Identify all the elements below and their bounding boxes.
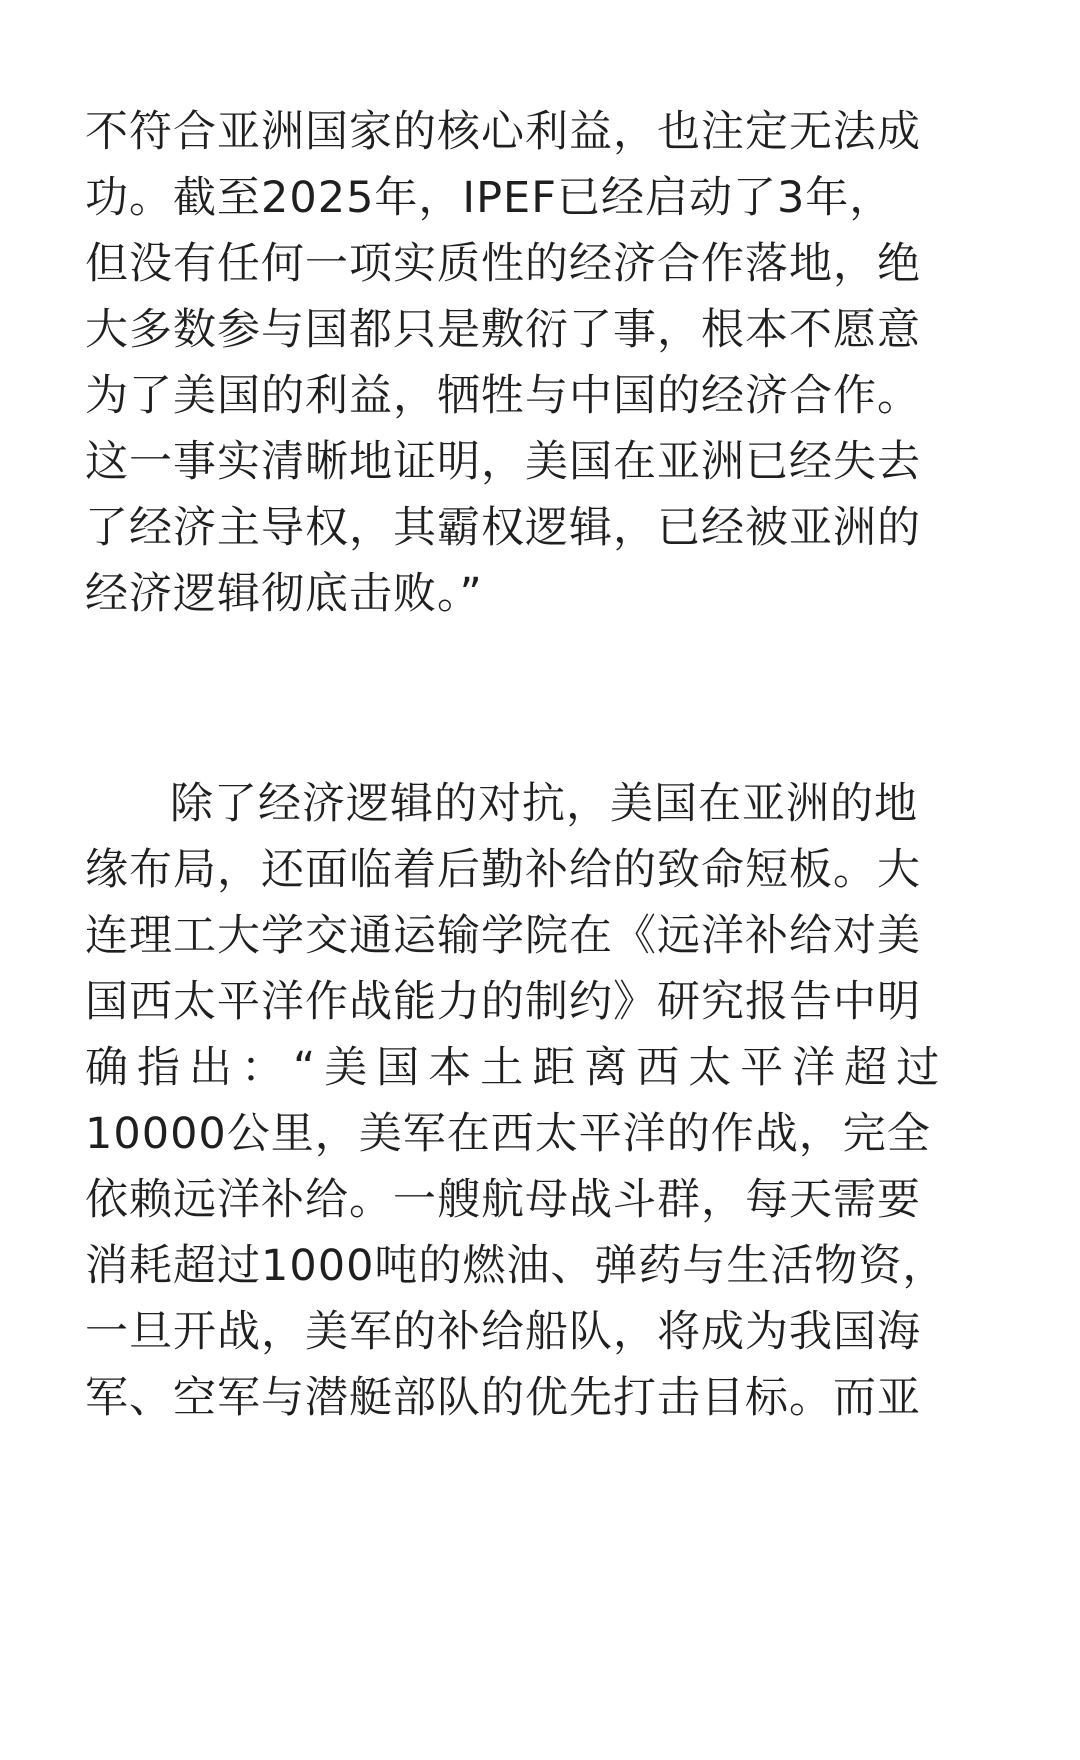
text-line: 功。截至2025年，IPEF已经启动了3年， (85, 173, 894, 223)
text-line: 了经济主导权，其霸权逻辑，已经被亚洲的 (85, 503, 921, 553)
text-line: 依赖远洋补给。一艘航母战斗群，每天需要 (85, 1175, 921, 1225)
text-line: 经济逻辑彻底击败。” (85, 569, 483, 619)
text-line: 连理工大学交通运输学院在《远洋补给对美 (85, 911, 921, 961)
text-line: 这一事实清晰地证明，美国在亚洲已经失去 (85, 437, 921, 487)
text-line: 为了美国的利益，牺牲与中国的经济合作。 (85, 371, 921, 421)
text-line: 但没有任何一项实质性的经济合作落地，绝 (85, 239, 921, 289)
text-line: 缘布局，还面临着后勤补给的致命短板。大 (85, 845, 921, 895)
text-line: 不符合亚洲国家的核心利益，也注定无法成 (85, 107, 921, 157)
text-line: 军、空军与潜艇部队的优先打击目标。而亚 (85, 1373, 921, 1423)
text-line: 消耗超过1000吨的燃油、弹药与生活物资， (85, 1241, 947, 1291)
text-line: 确指出：“美国本土距离西太平洋超过 (85, 1043, 949, 1093)
text-line: 除了经济逻辑的对抗，美国在亚洲的地 (170, 779, 918, 829)
text-line: 国西太平洋作战能力的制约》研究报告中明 (85, 977, 921, 1027)
text-line: 10000公里，美军在西太平洋的作战，完全 (85, 1109, 931, 1159)
text-line: 大多数参与国都只是敷衍了事，根本不愿意 (85, 305, 921, 355)
text-line: 一旦开战，美军的补给船队，将成为我国海 (85, 1307, 921, 1357)
